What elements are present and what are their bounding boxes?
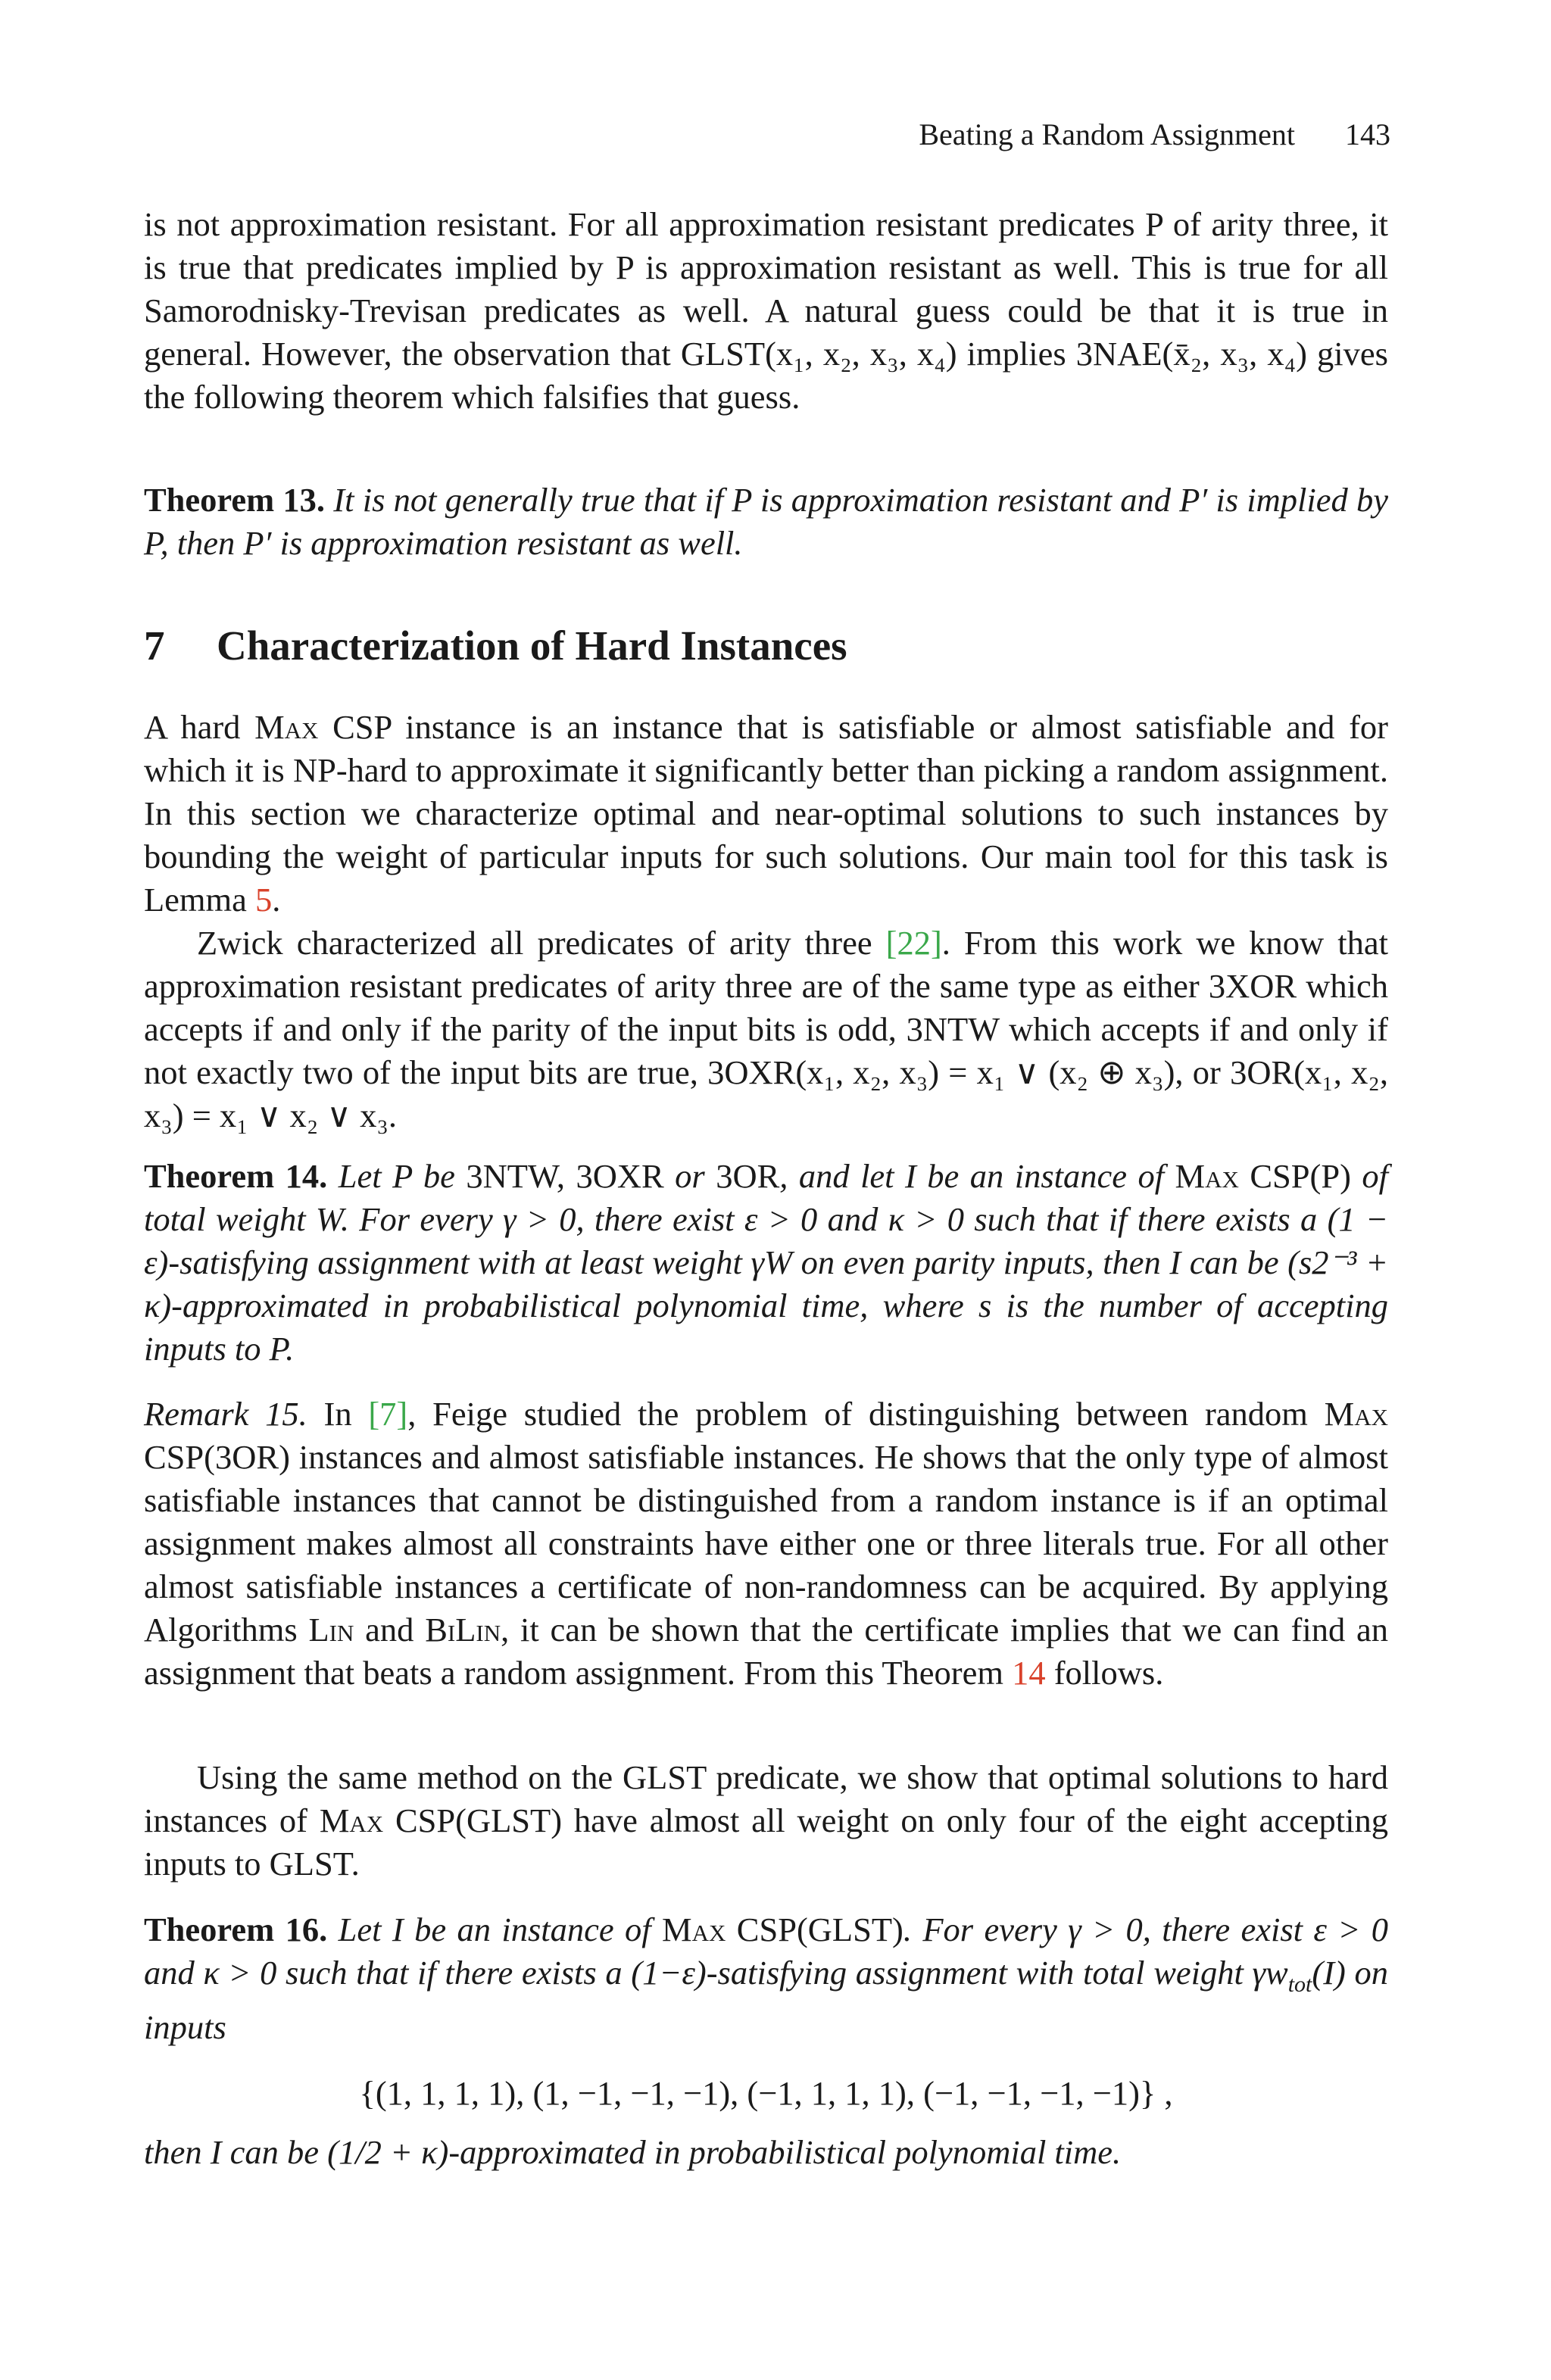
remark-label: Remark 15. [144,1395,307,1433]
text: Zwick characterized all predicates of arity three [197,924,886,962]
theorem-text: Let I be an instance of [338,1911,663,1948]
section-heading [144,619,1388,672]
paragraph-text: is not approximation resistant. For all approximation resistant predicates P of arity three, it is true that predicates implied by P is approximation resistant as well. This is true for all Samorodnisky-Trevisan predicates as well. A natural guess could be that it is true in general. However, the observation that GLST(x₁, x₂, x₃, x₄) implies 3NAE(x̄₂, x₃, x₄) gives the following theorem which falsifies that guess. [144,205,1388,416]
theorem-conclusion: then I can be (1/2 + κ)-approximated in probabilistical polynomial time. [144,2132,1122,2171]
theorem-13 [144,479,1388,565]
lemma-ref-link[interactable]: 5 [255,881,273,919]
max-text: Max [662,1911,726,1948]
algorithm-name: BiLin [425,1611,501,1649]
section-title: Characterization of Hard Instances [217,622,847,669]
text: , it can be shown that the certificate implies that we can find an assignment that beats a random assignment. From this Theorem [144,1611,1388,1692]
text: . [272,881,281,919]
text: and [354,1611,426,1649]
algorithm-name: Lin [308,1611,354,1649]
subscript: tot [1287,1971,1312,1997]
theorem-text: or [663,1157,716,1195]
csp-text: CSP(GLST) [726,1911,903,1948]
predicate-names: 3NTW, 3OXR [466,1157,664,1195]
text: CSP(GLST) have almost all weight on only four of the eight accepting inputs to GLST. [144,1801,1388,1882]
text: CSP instance is an instance that is satisfiable or almost satisfiable and for which it is NP-hard to approximate it significantly better than picking a random assignment. In this section we characterize optimal and near-optimal solutions to such instances by bounding the weight of particular inputs for such solutions. Our main tool for this task is Lemma [144,708,1388,919]
text: CSP(3OR) instances and almost satisfiable instances. He shows that the only type of almost satisfiable instances that cannot be distinguished from a random instance is if an optimal assignment makes almost all constraints have either one or three literals true. For all other almost satisfiable instances a certificate of non-randomness can be acquired. By applying Algorithms [144,1438,1388,1649]
remark-15 [144,1393,1388,1695]
theorem-text: Let P be [338,1157,467,1195]
max-text: Max [254,708,319,746]
page-number: 143 [1345,117,1390,151]
theorem-text: , and let I be an instance of [779,1157,1175,1195]
csp-text: CSP(P) [1238,1157,1351,1195]
theorem-text: (I) on inputs [144,1954,1388,2046]
max-text: Max [319,1801,384,1839]
max-text: Max [1175,1157,1239,1195]
theorem-ref-link[interactable]: 14 [1012,1654,1046,1692]
section-number: 7 [144,622,165,669]
theorem-label: Theorem 14. [144,1157,328,1195]
citation-link[interactable]: [22] [885,924,942,962]
text: follows. [1045,1654,1164,1692]
para-approx-resistance [144,203,1388,419]
para-glst [144,1756,1388,1886]
text: . From this work we know that approximation resistant predicates of arity three are of the same type as either 3XOR which accepts if and only if the parity of the input bits is odd, 3NTW which accepts if and only if not exactly two of the input bits are true, 3OXR(x₁, x₂, x₃) = x₁ ∨ (x₂ ⊕ x₃), or 3OR(x₁, x₂, x₃) = x₁ ∨ x₂ ∨ x₃. [144,924,1388,1134]
text: A hard [144,708,255,746]
text: , Feige studied the problem of distinguishing between random [407,1395,1325,1433]
citation-link[interactable]: [7] [368,1395,408,1433]
theorem-body: It is not generally true that if P is approximation resistant and P′ is implied by P, then P′ is approximation resistant as well. [144,481,1389,562]
display-equation: {(1, 1, 1, 1), (1, −1, −1, −1), (−1, 1, 1, 1), (−1, −1, −1, −1)} , [359,2073,1173,2112]
theorem-14 [144,1155,1388,1371]
predicate-name: 3OR [716,1157,780,1195]
theorem-label: Theorem 13. [144,481,326,519]
running-title: Beating a Random Assignment [919,117,1295,151]
para-zwick [144,922,1388,1137]
theorem-label: Theorem 16. [144,1911,328,1948]
theorem-text: . For every γ > 0, there exist ε > 0 and κ > 0 such that if there exists a (1−ε)-satisfying assignment with total weight γw [144,1911,1388,1992]
para-hard-instance [144,706,1388,922]
max-text: Max [1324,1395,1388,1433]
text: Using the same method on the GLST predicate, we show that optimal solutions to hard instances of [144,1758,1388,1839]
running-header [919,117,1390,152]
text: In [307,1395,369,1433]
theorem-text: of total weight W. For every γ > 0, there exist ε > 0 and κ > 0 such that if there exists a (1 − ε)-satisfying assignment with at least weight γW on even parity inputs, then I can be (s2⁻³ + κ)-approximated in probabilistical polynomial time, where s is the number of accepting inputs to P. [144,1157,1388,1368]
theorem-16 [144,1908,1388,2174]
